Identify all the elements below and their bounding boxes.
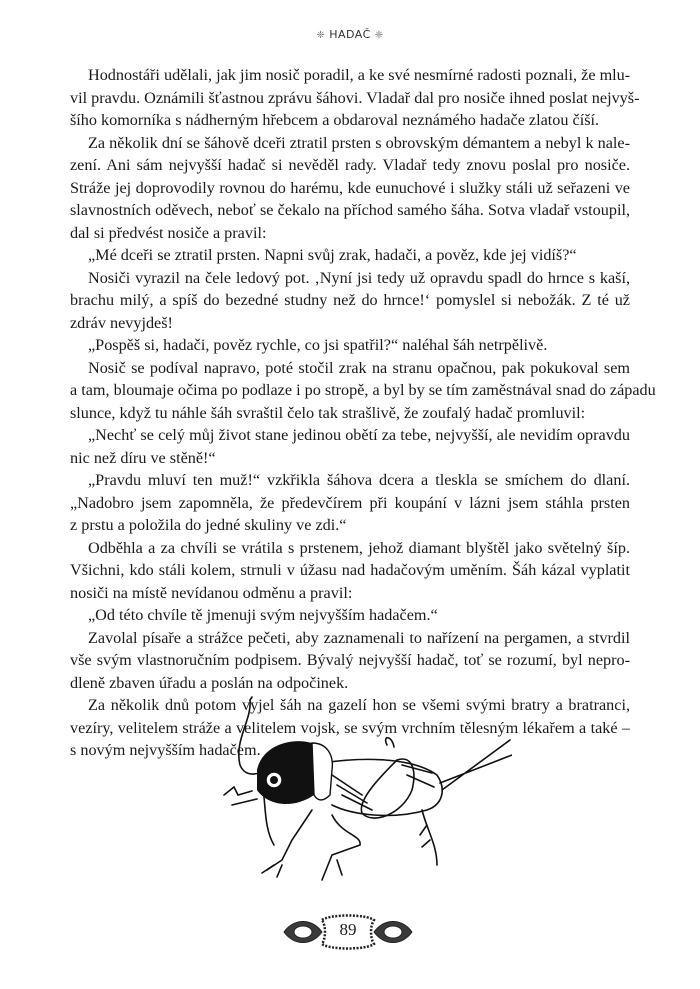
text-line: zení. Ani sám nejvyšší hadač si nevěděl rady. Vladař tedy znovu poslal pro nosiče. xyxy=(70,156,630,174)
text-line: brachu milý, a spíš do bezedné studny než do hrnce!‘ pomyslel si nebožák. Z té už xyxy=(70,291,630,309)
paragraph xyxy=(70,267,630,335)
text-line: „Pravdu mluví ten muž!“ vzkřikla šáhova dcera a tleskla se smíchem do dlaní. xyxy=(88,471,630,489)
paragraph xyxy=(70,469,630,537)
paragraph xyxy=(70,334,630,357)
paragraph xyxy=(70,64,640,132)
flower-ornament-icon: ❈ xyxy=(374,30,384,41)
text-line: „Pospěš si, hadači, pověz rychle, co jsi spatřil?“ naléhal šáh netrpělivě. xyxy=(88,336,548,354)
text-line: Za několik dnů potom vyjel šáh na gazelí hon se všemi svými bratry a bratranci, xyxy=(88,696,630,714)
text-line: Stráže jej doprovodily rovnou do harému, kde eunuchové i služky stáli už seřazeni ve xyxy=(70,178,630,197)
page-number-ornament xyxy=(282,912,414,952)
text-line: slunce, když tu náhle šáh svraštil čelo tak strašlivě, že zoufalý hadač promluvil: xyxy=(70,403,586,422)
text-line: nic než díru ve stěně!“ xyxy=(70,448,216,467)
text-line: z prstu a položila do jedné skuliny ve zdi.“ xyxy=(70,516,347,534)
text-line: Hodnostáři udělali, jak jim nosič poradil, a ke své nesmírné radosti poznali, že mlu- xyxy=(88,66,631,84)
running-header xyxy=(0,28,700,41)
paragraph xyxy=(70,604,630,627)
text-line: „Nechť se celý můj život stane jedinou obětí za tebe, nejvyšší, ale nevidím opravdu xyxy=(88,426,630,444)
page-number: 89 xyxy=(339,920,357,939)
text-line: Odběhla a za chvíli se vrátila s prstenem, jehož diamant blyštěl jako světelný šíp. xyxy=(88,538,630,557)
text-line: nosiči na místě nevídanou odměnu a pravil: xyxy=(70,583,353,602)
text-line: „Od této chvíle tě jmenuji svým nejvyšším hadačem.“ xyxy=(88,606,438,624)
chapter-title: HADAČ xyxy=(329,28,371,41)
text-line: Všichni, kdo stáli kolem, strnuli v úžasu nad hadačovým uměním. Šáh kázal vyplatit xyxy=(70,561,630,579)
flower-ornament-icon: ❈ xyxy=(316,30,326,41)
text-line: zdráv nevyjdeš! xyxy=(70,313,173,332)
cricket-illustration-icon xyxy=(222,695,512,885)
text-line: a tam, bloumaje očima po podlaze i po stropě, a byl by se tím zaměstnával snad do západu xyxy=(70,381,656,399)
text-line: „Nadobro jsem zapomněla, že předevčírem při koupání v lázni jsem stáhla prsten xyxy=(70,493,630,512)
text-line: vše svým vlastnoručním podpisem. Bývalý nejvyšší hadač, toť se rozumí, byl nepro- xyxy=(70,651,630,669)
text-line: dal si předvést nosiče a pravil: xyxy=(70,223,267,242)
paragraph xyxy=(70,132,630,245)
paragraph xyxy=(70,424,630,469)
paragraph xyxy=(70,537,630,605)
body-text xyxy=(70,64,656,762)
paragraph xyxy=(70,244,630,267)
paragraph xyxy=(70,357,656,425)
text-line: slavnostních oděvech, neboť se čekalo na příchod samého šáha. Sotva vladař vstoupil, xyxy=(70,201,630,219)
text-line: dleně zbaven úřadu a poslán na odpočinek. xyxy=(70,673,349,692)
text-line: šího komorníka s nádherným hřebcem a obdaroval neznámého hadače zlatou číší. xyxy=(70,111,600,129)
text-line: „Mé dceři se ztratil prsten. Napni svůj zrak, hadači, a pověz, kde jej vidíš?“ xyxy=(88,246,577,264)
text-line: vezíry, velitelem stráže a velitelem vojsk, se svým vrchním tělesným lékařem a také – xyxy=(70,718,630,737)
text-line: Za několik dní se šáhově dceři ztratil prsten s obrovským démantem a nebyl k nale- xyxy=(88,133,630,152)
text-line: vil pravdu. Oznámili šťastnou zprávu šáhovi. Vladař dal pro nosiče ihned poslat nejvyš- xyxy=(70,88,640,107)
paragraph xyxy=(70,627,630,695)
text-line: Nosič se podíval napravo, poté stočil zrak na stranu opačnou, pak pokukoval sem xyxy=(88,358,630,377)
text-line: s novým nejvyšším hadačem. xyxy=(70,741,261,759)
text-line: Nosiči vyrazil na čele ledový pot. ‚Nyní jsi tedy už opravdu spadl do hrnce s kaší, xyxy=(88,268,630,287)
text-line: Zavolal písaře a strážce pečeti, aby zaznamenali to nařízení na pergamen, a stvrdil xyxy=(88,628,630,647)
